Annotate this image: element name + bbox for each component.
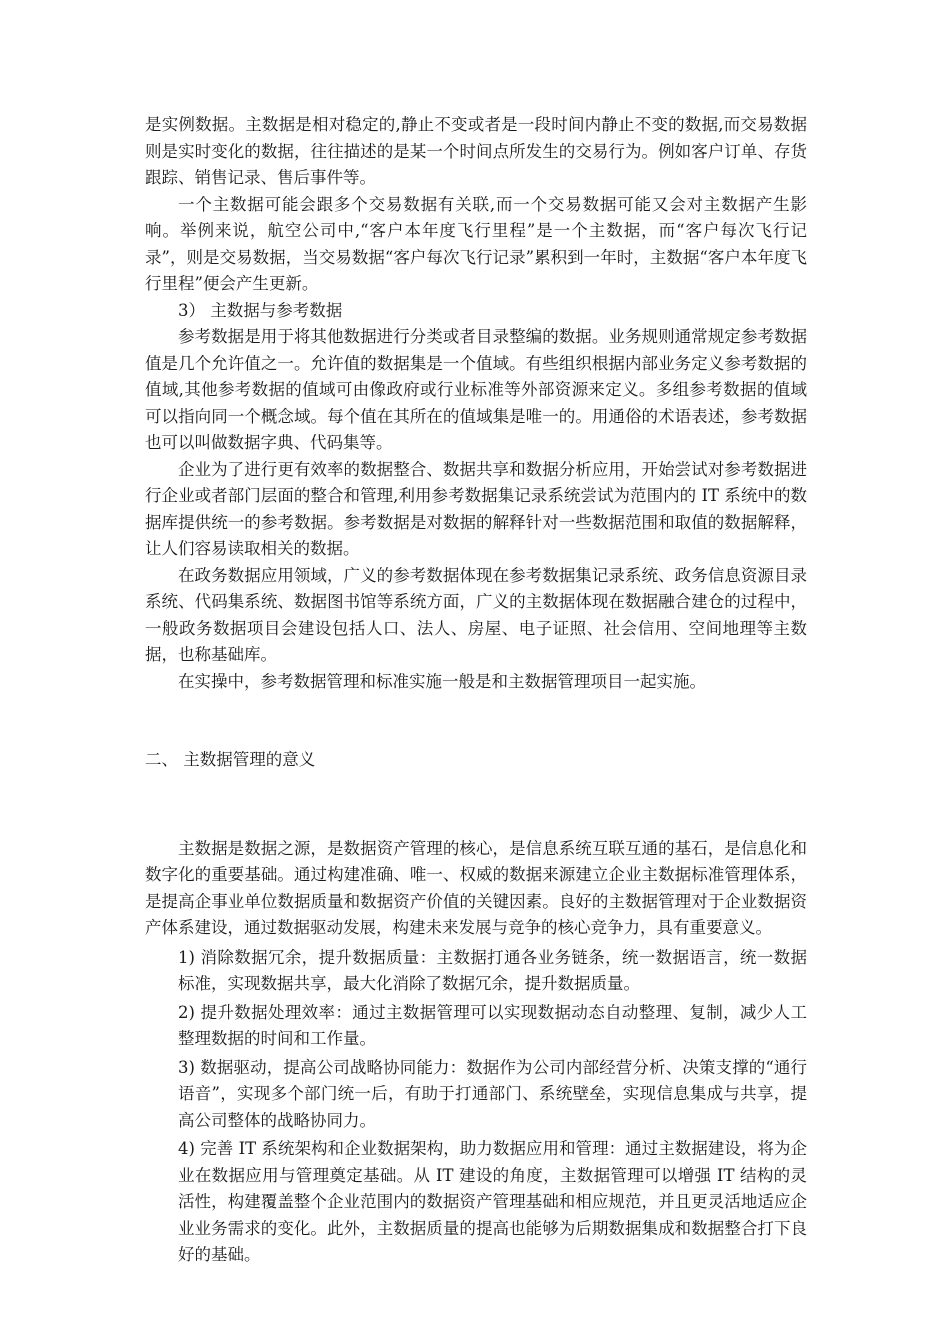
list-item: 1) 消除数据冗余，提升数据质量：主数据打通各业务链条，统一数据语言，统一数据标准，实现数据共享，最大化消除了数据冗余，提升数据质量。 bbox=[178, 947, 807, 993]
paragraph-practice: 在实操中，参考数据管理和标准实施一般是和主数据管理项目一起实施。 bbox=[178, 671, 706, 691]
paragraph-instance-data: 是实例数据。主数据是相对稳定的,静止不变或者是一段时间内静止不变的数据,而交易数据则是实时变化的数据，往往描述的是某一个时间点所发生的交易行为。例如客户订单、存货跟踪、销售记录、售后事件等。 bbox=[145, 115, 807, 187]
subheading-master-reference: 3） 主数据与参考数据 bbox=[178, 300, 343, 320]
section-heading-master-data-significance: 二、 主数据管理的意义 bbox=[145, 750, 316, 769]
paragraph-reference-data-integration: 企业为了进行更有效率的数据整合、数据共享和数据分析应用，开始尝试对参考数据进行企业或者部门层面的整合和管理,利用参考数据集记录系统尝试为范围内的 IT 系统中的数据库提供统一的参考数据。参考数据是对数据的解释针对一些数据范围和取值的数据解释，让人们容易读取相关的数据。 bbox=[145, 459, 807, 558]
paragraph-significance-intro: 主数据是数据之源，是数据资产管理的核心，是信息系统互联互通的基石，是信息化和数字化的重要基础。通过构建准确、唯一、权威的数据来源建立企业主数据标准管理体系，是提高企事业单位数据质量和数据资产价值的关键因素。良好的主数据管理对于企业数据资产体系建设，通过数据驱动发展，构建未来发展与竞争的核心竞争力，具有重要意义。 bbox=[145, 838, 807, 937]
paragraph-master-transaction-relation: 一个主数据可能会跟多个交易数据有关联,而一个交易数据可能又会对主数据产生影响。举例来说，航空公司中,“客户本年度飞行里程”是一个主数据，而“客户每次飞行记录”，则是交易数据，当交易数据“客户每次飞行记录”累积到一年时，主数据“客户本年度飞行里程”便会产生更新。 bbox=[145, 194, 807, 293]
document-page bbox=[145, 112, 807, 1269]
paragraph-government-data: 在政务数据应用领域，广义的参考数据体现在参考数据集记录系统、政务信息资源目录系统、代码集系统、数据图书馆等系统方面，广义的主数据体现在数据融合建仓的过程中，一般政务数据项目会建设包括人口、法人、房屋、电子证照、社会信用、空间地理等主数据，也称基础库。 bbox=[145, 565, 807, 664]
list-item: 3) 数据驱动，提高公司战略协同能力：数据作为公司内部经营分析、决策支撑的“通行语音”，实现多个部门统一后，有助于打通部门、系统壁垒，实现信息集成与共享，提高公司整体的战略协同力。 bbox=[178, 1057, 807, 1130]
list-item: 4) 完善 IT 系统架构和企业数据架构，助力数据应用和管理：通过主数据建设，将为企业在数据应用与管理奠定基础。从 IT 建设的角度，主数据管理可以增强 IT 结构的灵活性，构建覆盖整个企业范围内的数据资产管理基础和相应规范，并且更灵活地适应企业业务需求的变化。此外，主数据质量的提高也能够为后期数据集成和数据整合打下良好的基础。 bbox=[178, 1139, 807, 1264]
list-item: 2) 提升数据处理效率：通过主数据管理可以实现数据动态自动整理、复制，减少人工整理数据的时间和工作量。 bbox=[178, 1002, 807, 1048]
paragraph-reference-data-definition: 参考数据是用于将其他数据进行分类或者目录整编的数据。业务规则通常规定参考数据值是几个允许值之一。允许值的数据集是一个值域。有些组织根据内部业务定义参考数据的值域,其他参考数据的值域可由像政府或行业标准等外部资源来定义。多组参考数据的值域可以指向同一个概念域。每个值在其所在的值域集是唯一的。用通俗的术语表述，参考数据也可以叫做数据字典、代码集等。 bbox=[145, 327, 807, 452]
